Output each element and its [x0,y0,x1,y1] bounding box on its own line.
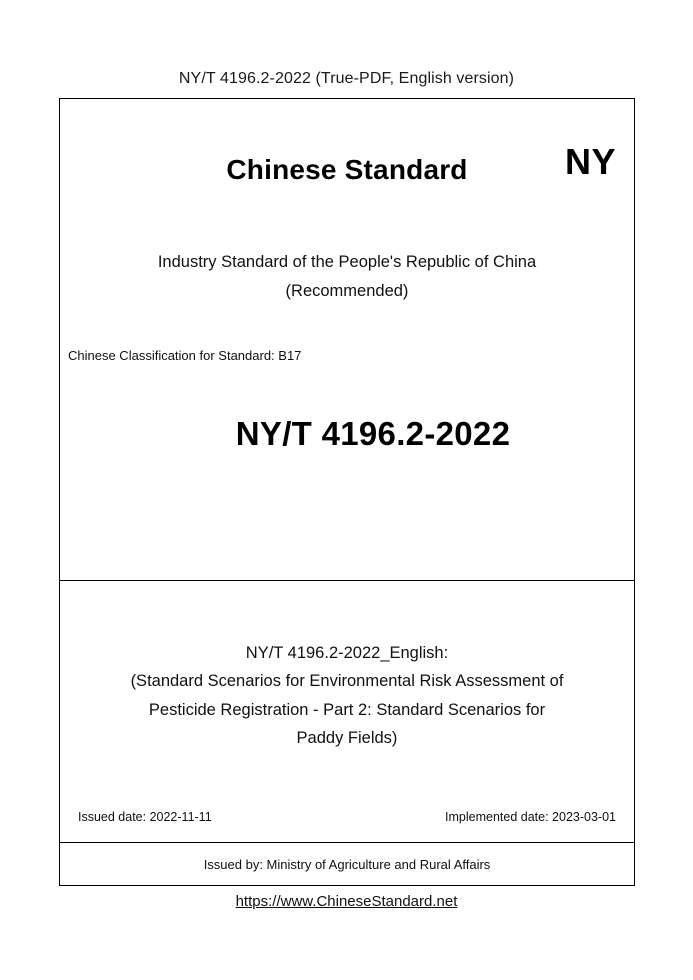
cover-frame [59,98,635,886]
cover-lower-section [60,581,634,843]
industry-standard-line-1: Industry Standard of the People's Republic of China [157,253,537,271]
footer-url[interactable] [0,893,693,910]
date-row [60,810,634,824]
standard-number: NY/T 4196.2-2022 [235,414,511,452]
implemented-date: Implemented date: 2023-03-01 [445,810,616,824]
issued-date: Issued date: 2022-11-11 [78,810,212,824]
document-title-line-1: NY/T 4196.2-2022_English: [245,644,449,662]
industry-standard-line-2: (Recommended) [285,281,409,300]
classification-code: Chinese Classification for Standard: B17 [68,347,302,363]
chinese-standard-label: Chinese Standard [226,154,468,185]
page-header-title: NY/T 4196.2-2022 (True-PDF, English version) [178,70,515,87]
cover-upper-section [60,99,634,581]
issued-by: Issued by: Ministry of Agriculture and Rural Affairs [203,856,491,872]
document-title-line-4: Paddy Fields) [296,729,398,748]
document-title [60,639,634,753]
footer-url-text[interactable]: https://www.ChineseStandard.net [235,893,458,910]
document-title-line-3: Pesticide Registration - Part 2: Standard Scenarios for [148,700,546,719]
industry-standard-text [60,248,634,306]
ny-agency-mark: NY [564,141,616,182]
document-title-line-2: (Standard Scenarios for Environmental Risk Assessment of [130,672,564,691]
standard-heading [60,99,634,186]
